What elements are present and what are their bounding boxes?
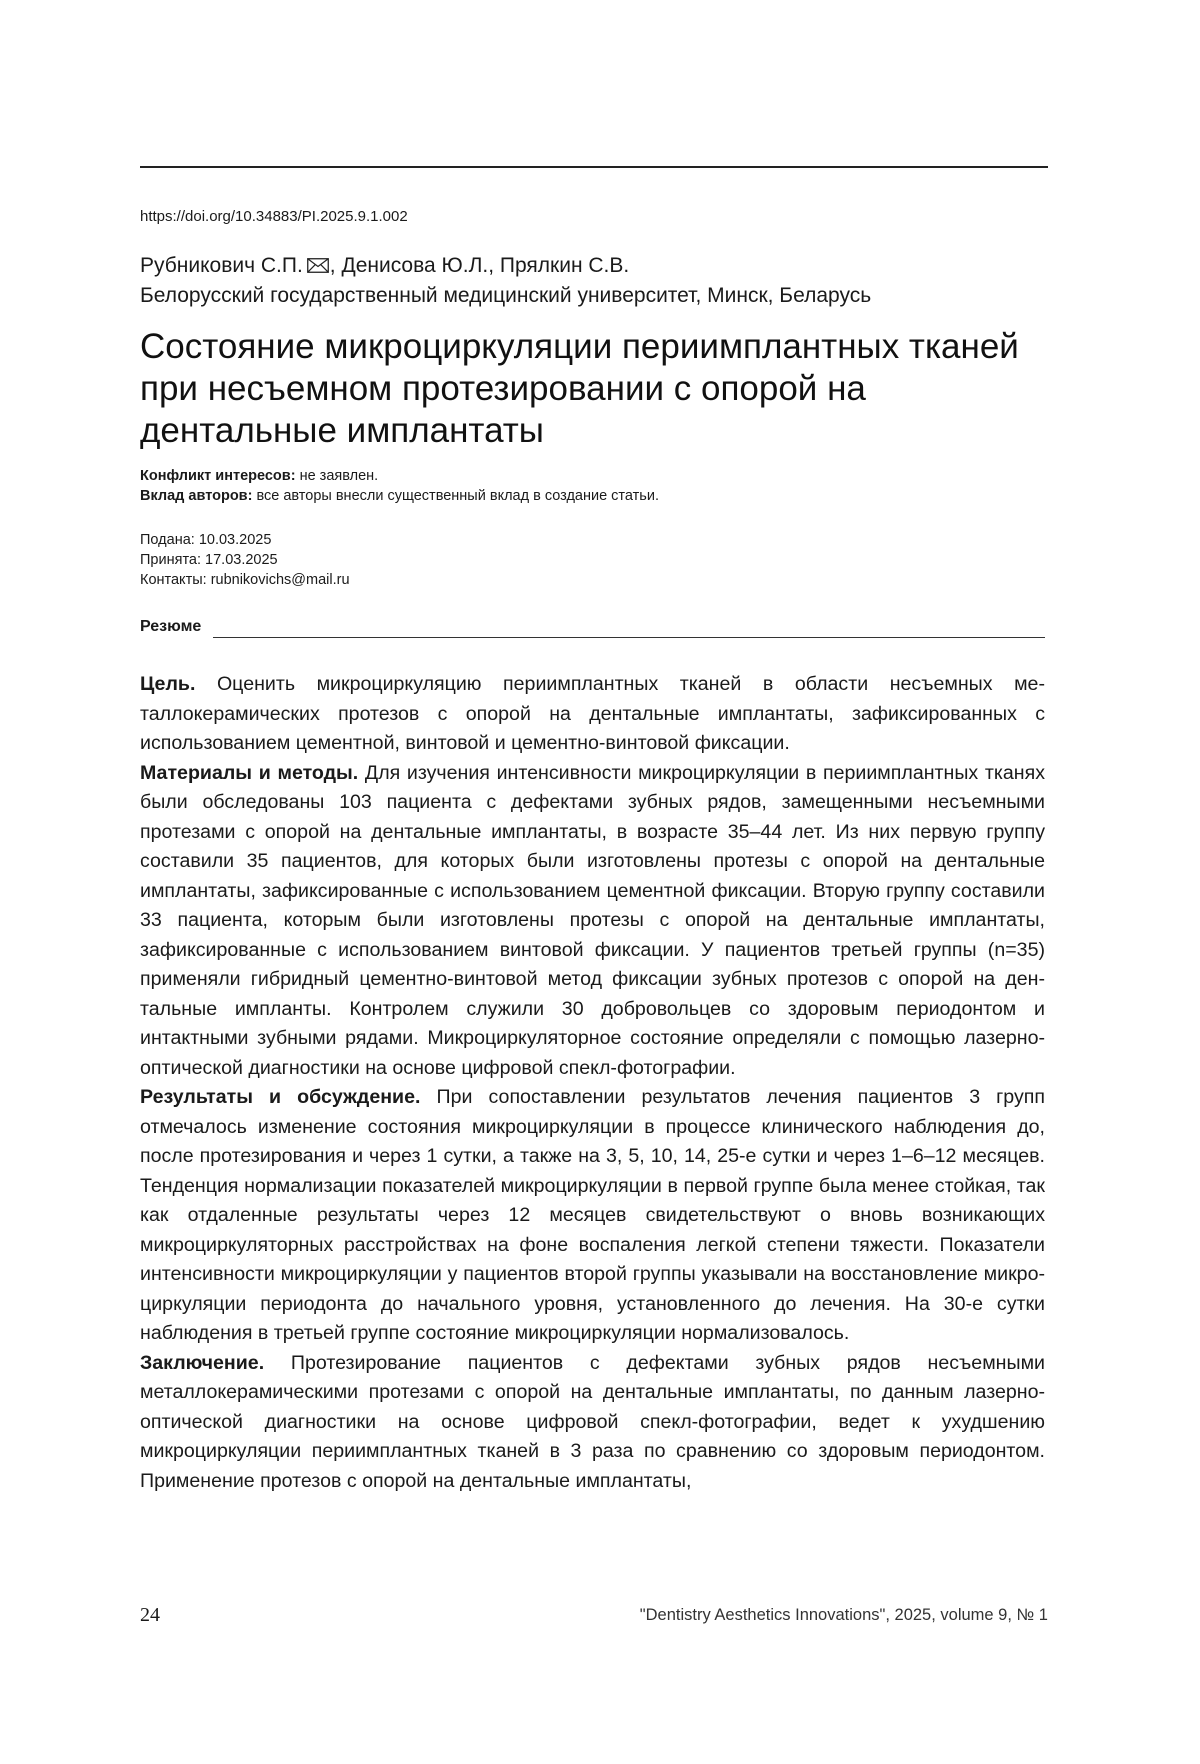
resume-rule	[213, 637, 1045, 638]
methods-label: Материалы и методы.	[140, 761, 359, 784]
conflict-value: не заявлен.	[295, 468, 379, 484]
submitted-date: Подана: 10.03.2025	[140, 532, 272, 548]
accepted-date: Принята: 17.03.2025	[140, 552, 278, 568]
conclusion-text: Протезирование пациентов с дефектами зубных рядов несъемными металлокерамическими протезами с опорой на дентальные имплантаты, по данным лазерно-оптической диагностики на основе цифровой спекл-фотографии, ведет к ухудшению микроциркуляции периимплантных тканей в 3 раза по сравнению со здоровым периодонтом. Применение протезов с опорой на дентальные имплантаты,	[140, 1351, 1045, 1492]
other-authors: , Денисова Ю.Л., Прялкин С.В.	[329, 254, 630, 277]
article-dates	[140, 530, 350, 590]
goal-label: Цель.	[140, 673, 196, 695]
page-number: 24	[140, 1604, 160, 1626]
contribution-value: все авторы внесли существенный вклад в создание статьи.	[252, 488, 659, 504]
goal-text: Оценить микроциркуляцию периимплантных тканей в области несъемных металлокерамических протезов с опорой на дентальные имплантаты, зафиксированных с использованием цементной, винтовой и цементно-винтовой фиксации.	[140, 673, 1045, 754]
abstract-results	[140, 1083, 1045, 1349]
results-label: Результаты и обсуждение.	[140, 1086, 421, 1108]
results-text: При сопоставлении результатов лечения пациентов 3 групп отмечалось изменение состояния микроциркуляции в процессе клинического наблюдения до, после протезирования и через 1 сутки, а также на 3, 5, 10, 14, 25-е сутки и через 1–6–12 месяцев. Тенденция нормализации показателей микроциркуляции в первой группе была менее стойкая, так как отдаленные результаты через 12 месяцев свидетельствуют о вновь возникающих микроциркуляторных расстройствах на фоне воспаления легкой степени тяжести. Показатели интенсивности микроциркуляции у пациентов второй группы указывали на восстановление микроциркуляции периодонта до начального уровня, установленного до лечения. На 30-е сутки наблюдения в третьей группе состояние микроциркуляции нормализовалось.	[140, 1086, 1045, 1344]
abstract-conclusion	[140, 1349, 1045, 1497]
abstract-methods	[140, 759, 1045, 1084]
methods-text: Для изучения интенсивности микроциркуляции в периимплантных тканях были обследованы 103 пациента с дефектами зубных рядов, замещенными несъемными протезами с опорой на дентальные имплантаты, в возрасте 35–44 лет. Из них первую группу составили 35 пациентов, для которых были изготовлены протезы с опорой на дентальные имплантаты, зафиксированные с использованием цементной фиксации. Вторую группу составили 33 пациента, которым были изготовлены протезы с опорой на дентальные имплантаты, зафиксированные с использованием винтовой фиксации. У пациентов третьей группы (n=35) применяли гибридный цементно-винтовой метод фиксации зубных протезов с опорой на дентальные импланты. Контролем служили 30 добровольцев со здоровым периодонтом и интактными зубными рядами. Микроциркуляторное состояние определяли с помощью лазерно-оптической диагностики на основе цифровой спекл-фотографии.	[140, 761, 1045, 1079]
authors-line	[140, 252, 629, 280]
article-title: Состояние микроциркуляции периимплантных тканей при несъемном протезировании с опорой на дентальные имплантаты	[140, 327, 1019, 450]
affiliation: Белорусский государственный медицинский университет, Минск, Беларусь	[140, 284, 872, 307]
conclusion-label: Заключение.	[140, 1351, 265, 1374]
doi-link[interactable]: https://doi.org/10.34883/PI.2025.9.1.002	[140, 208, 408, 225]
conflict-label: Конфликт интересов:	[140, 468, 296, 484]
journal-footer: "Dentistry Aesthetics Innovations", 2025, volume 9, № 1	[639, 1606, 1048, 1624]
contribution-label: Вклад авторов:	[140, 488, 253, 504]
contacts: Контакты: rubnikovichs@mail.ru	[140, 572, 350, 588]
author-contribution	[140, 486, 659, 506]
conflict-of-interest	[140, 466, 378, 486]
abstract-goal	[140, 670, 1045, 759]
abstract	[140, 670, 1045, 1496]
resume-heading: Резюме	[140, 618, 202, 635]
envelope-icon[interactable]	[307, 258, 329, 273]
header-rule	[140, 166, 1048, 168]
first-author: Рубникович С.П.	[140, 254, 303, 277]
